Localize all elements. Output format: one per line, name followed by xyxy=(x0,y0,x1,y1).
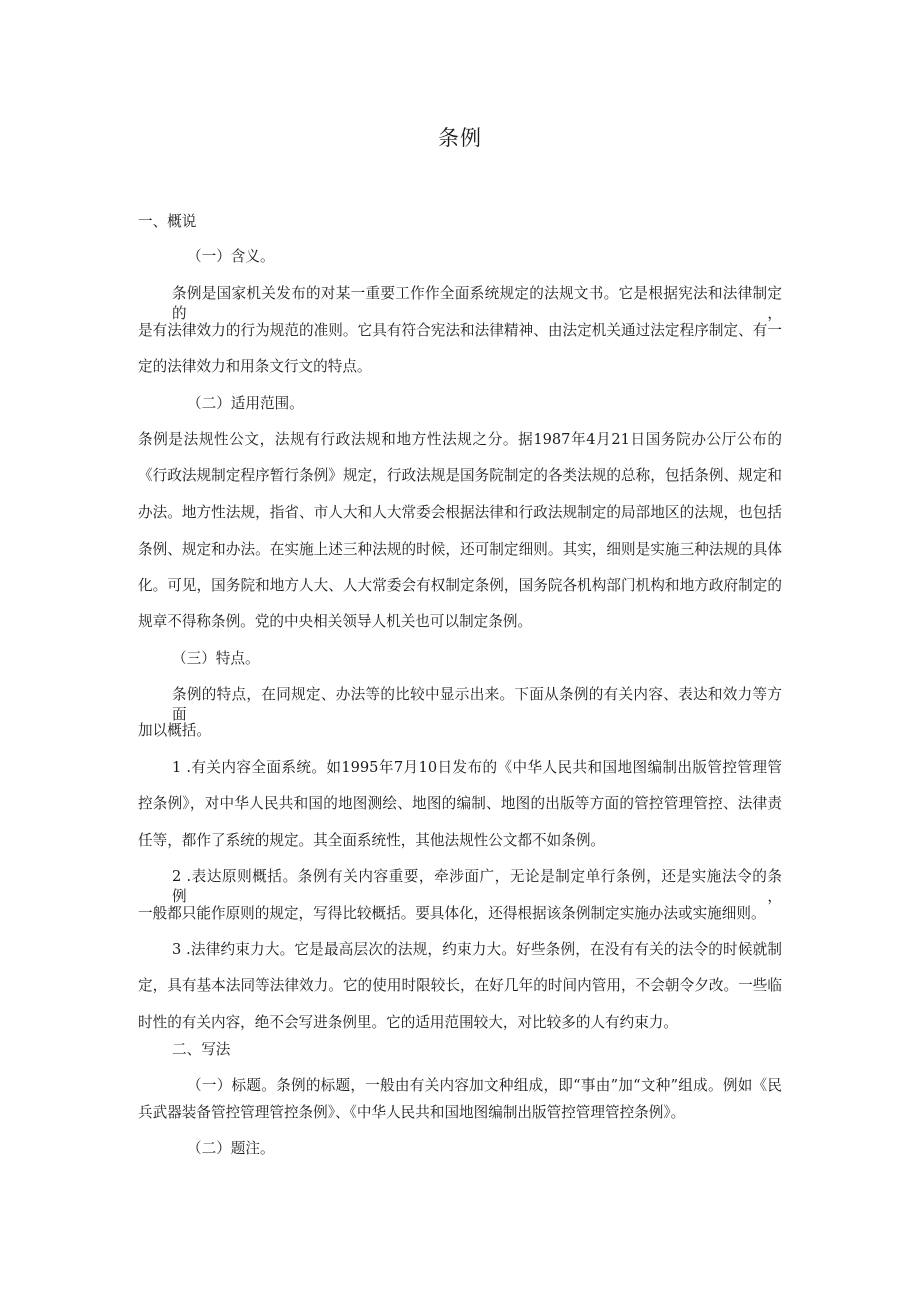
list-item-line: 2 .表达原则概括。条例有关内容重要，牵涉面广，无论是制定单行条例，还是实施法令的条例， xyxy=(172,868,782,905)
subheading-meaning: （一）含义。 xyxy=(187,248,275,265)
list-item-line: 一般都只能作原则的规定，写得比较概括。要具体化，还得根据该条例制定实施办法或实施细则。 xyxy=(138,905,766,922)
paragraph-line: 是有法律效力的行为规范的准则。它具有符合宪法和法律精神、由法定机关通过法定程序制定、有一 xyxy=(138,322,782,339)
subheading-features: （三）特点。 xyxy=(172,650,260,667)
paragraph-line: 条例是法规性公文，法规有行政法规和地方性法规之分。据1987年4月21日国务院办公厅公布的 xyxy=(138,431,782,448)
paragraph-line: 《行政法规制定程序暂行条例》规定，行政法规是国务院制定的各类法规的总称，包括条例、规定和 xyxy=(138,467,782,484)
subheading-annotation: （二）题注。 xyxy=(187,1140,275,1157)
paragraph-line: 规章不得称条例。党的中央相关领导人机关也可以制定条例。 xyxy=(138,613,533,630)
list-item-line: 3 .法律约束力大。它是最高层次的法规，约束力大。好些条例，在没有有关的法令的时候就制 xyxy=(172,941,782,958)
list-item-line: 时性的有关内容，绝不会写进条例里。它的适用范围较大，对比较多的人有约束力。 xyxy=(138,1014,678,1031)
paragraph-line: 加以概括。 xyxy=(138,722,211,739)
list-item-line: 任等，都作了系统的规定。其全面系统性，其他法规性公文都不如条例。 xyxy=(138,832,606,849)
list-item-line: 控条例》，对中华人民共和国的地图测绘、地图的编制、地图的出版等方面的管控管理管控、法律责 xyxy=(138,795,782,812)
section-heading-writing: 二、写法 xyxy=(172,1041,231,1058)
list-item-line: 定，具有基本法同等法律效力。它的使用时限较长，在好几年的时间内管用，不会朝令夕改。一些临 xyxy=(138,977,782,994)
paragraph-line: （一）标题。条例的标题，一般由有关内容加文种组成，即“事由”加“文种”组成。例如《民 xyxy=(187,1077,782,1094)
paragraph-line: 化。可见，国务院和地方人大、人大常委会有权制定条例，国务院各机构部门机构和地方政府制定的 xyxy=(138,577,782,594)
subheading-scope: （二）适用范围。 xyxy=(187,395,304,412)
paragraph-line: 条例是国家机关发布的对某一重要工作作全面系统规定的法规文书。它是根据宪法和法律制定的， xyxy=(172,285,782,322)
document-title: 条例 xyxy=(438,126,482,150)
section-heading-overview: 一、概说 xyxy=(138,213,197,230)
paragraph-line: 条例、规定和办法。在实施上述三种法规的时候，还可制定细则。其实，细则是实施三种法规的具体 xyxy=(138,541,782,558)
paragraph-line: 条例的特点，在同规定、办法等的比较中显示出来。下面从条例的有关内容、表达和效力等方面 xyxy=(172,686,782,723)
paragraph-line: 办法。地方性法规，指省、市人大和人大常委会根据法律和行政法规制定的局部地区的法规，也包括 xyxy=(138,504,782,521)
paragraph-line: 定的法律效力和用条文行文的特点。 xyxy=(138,358,372,375)
paragraph-line: 兵武器装备管控管理管控条例》、《中华人民共和国地图编制出版管控管理管控条例》。 xyxy=(138,1104,686,1121)
list-item-line: 1 .有关内容全面系统。如1995年7月10日发布的《中华人民共和国地图编制出版管控管理管 xyxy=(172,759,782,776)
